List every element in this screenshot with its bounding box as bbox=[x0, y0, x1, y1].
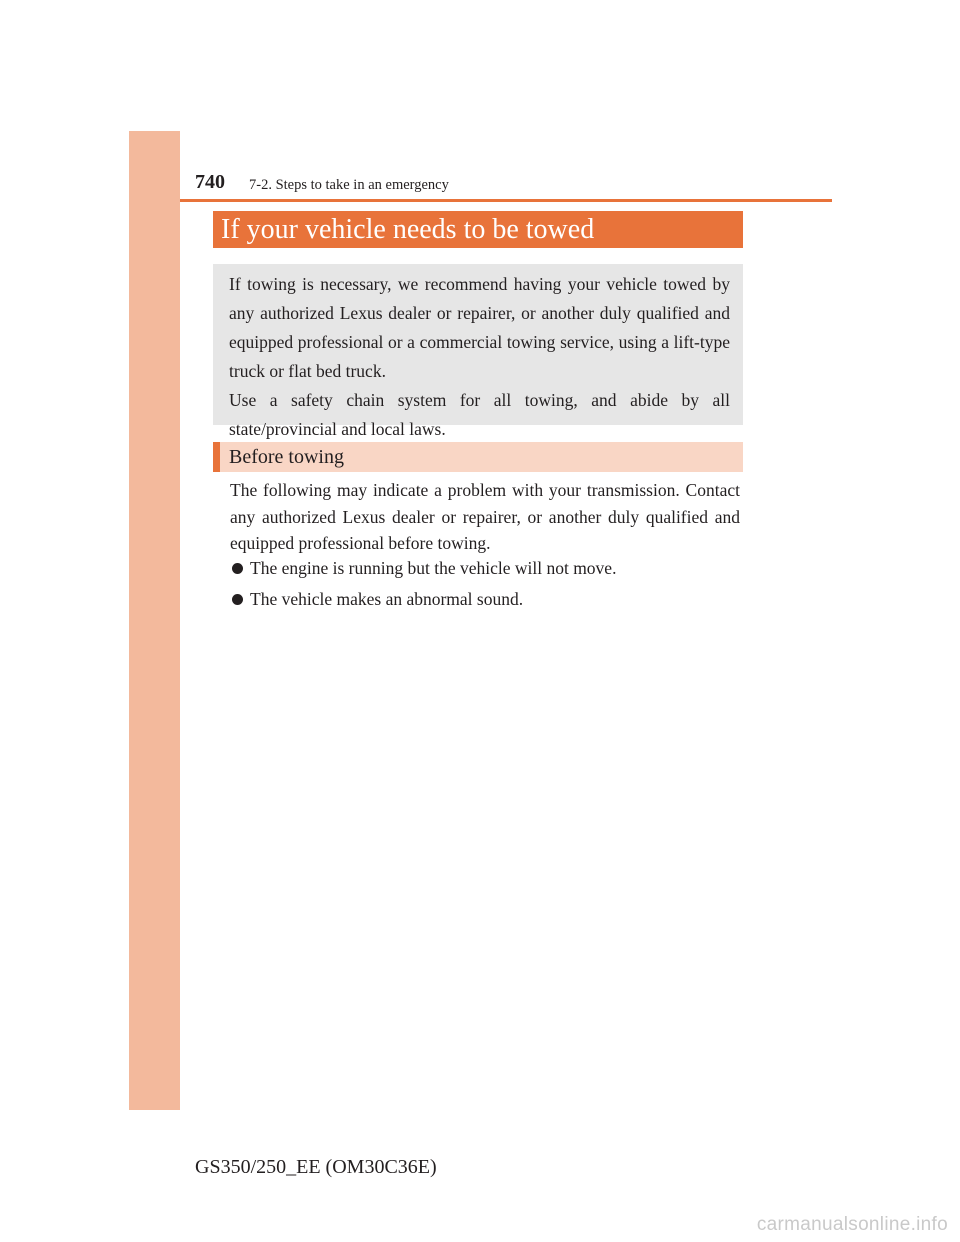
intro-paragraph-1: If towing is necessary, we recommend having your vehicle towed by any authorized Lexus dealer or repairer, or another duly qualified and equipped professional or a commercial towing service, using a lift-type truck or flat bed truck. bbox=[229, 274, 730, 381]
bullet-list bbox=[230, 555, 740, 617]
header-rule bbox=[180, 199, 832, 202]
intro-box bbox=[213, 264, 743, 439]
bullet-icon bbox=[232, 594, 243, 605]
page-number: 740 bbox=[195, 171, 225, 193]
subheading-before-towing: Before towing bbox=[213, 442, 743, 472]
bullet-icon bbox=[232, 563, 243, 574]
side-color-band bbox=[129, 131, 180, 1110]
list-item bbox=[230, 586, 740, 612]
section-label: 7-2. Steps to take in an emergency bbox=[249, 177, 449, 193]
watermark: carmanualsonline.info bbox=[756, 1214, 948, 1235]
list-item-text: The vehicle makes an abnormal sound. bbox=[250, 589, 524, 609]
intro-paragraph-2: Use a safety chain system for all towing, and abide by all state/provincial and local laws. bbox=[229, 390, 730, 439]
before-towing-text: The following may indicate a problem with your transmission. Contact any authorized Lexus dealer or repairer, or another duly qualified and equipped professional before towing. bbox=[230, 480, 740, 553]
model-code: GS350/250_EE (OM30C36E) bbox=[195, 1156, 437, 1178]
list-item-text: The engine is running but the vehicle will not move. bbox=[250, 558, 617, 578]
list-item bbox=[230, 555, 740, 581]
page-title: If your vehicle needs to be towed bbox=[213, 211, 743, 248]
